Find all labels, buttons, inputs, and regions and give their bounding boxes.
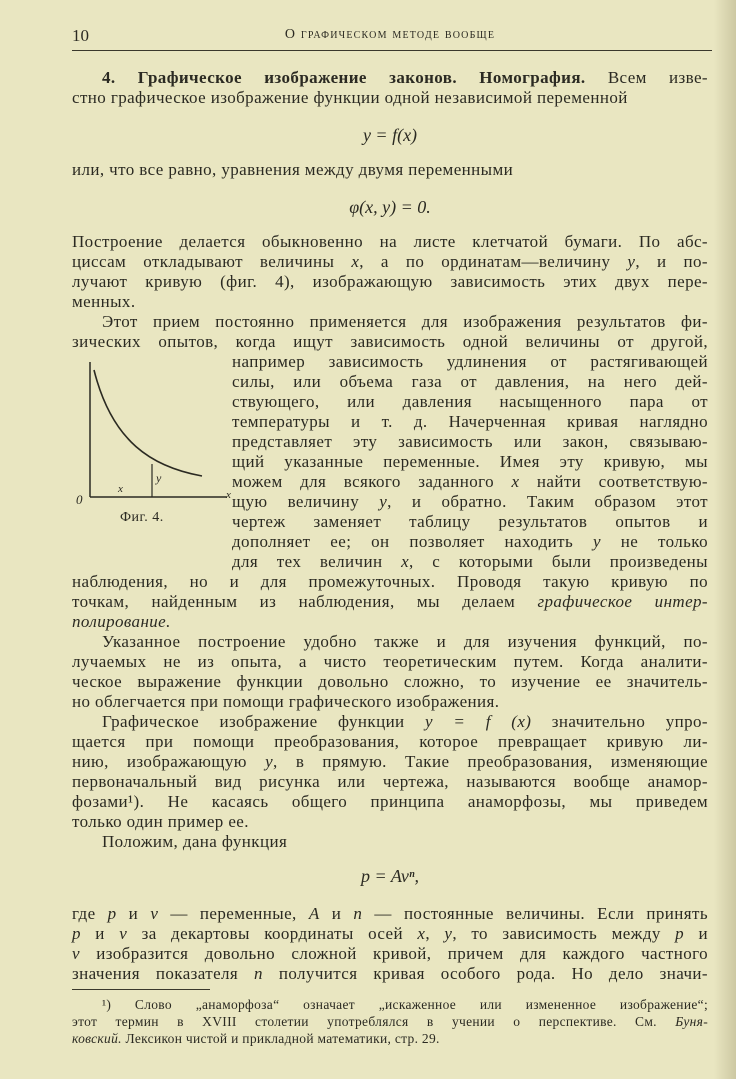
page-header (72, 26, 708, 48)
text-line (232, 432, 708, 452)
italic-text: y (627, 252, 636, 271)
text-line (232, 372, 708, 392)
text-segment: дополняет ее; он позволяет находить (232, 532, 593, 551)
text-segment: ствующего, или давления насыщенного пара от (232, 392, 708, 411)
text-line (72, 592, 708, 612)
text-line (72, 752, 708, 772)
text-line (232, 472, 708, 492)
text-segment: Положим, дана функция (102, 832, 288, 851)
text-segment: щается при помощи преобразования, которое превращает кривую ли- (72, 732, 708, 751)
text-line (232, 552, 708, 572)
text-segment: нию, изображающую (72, 752, 266, 771)
footnote-rule (72, 989, 210, 990)
text-segment: Этот прием постоянно применяется для изображения результатов фи- (102, 312, 708, 331)
italic-text: y (265, 752, 274, 771)
text-line (72, 232, 708, 252)
bold-heading-text: Графическое изображение законов. Номография. (137, 68, 586, 87)
text-line (232, 392, 708, 412)
origin-label: 0 (76, 492, 83, 507)
header-rule (72, 50, 712, 51)
curve-diagram (72, 352, 232, 512)
text-line (232, 412, 708, 432)
text-segment: , (425, 924, 445, 943)
text-line (72, 652, 708, 672)
text-segment: или, что все равно, уравнения между двумя переменными (72, 160, 514, 179)
figure-4 (72, 352, 232, 542)
x-axis-label: x (226, 489, 231, 501)
text-line (72, 252, 708, 272)
italic-text: v (119, 924, 128, 943)
text-segment: и (116, 904, 151, 923)
italic-text: v (150, 904, 159, 923)
text-segment: , с которыми были произведены (409, 552, 708, 571)
bold-heading-text: 4. (102, 68, 138, 87)
text-segment: Всем изве- (585, 68, 708, 87)
text-line (72, 672, 708, 692)
figure-caption: Фиг. 4. (120, 510, 164, 525)
italic-text: x (417, 924, 426, 943)
text-segment: , в прямую. Такие преобразования, изменяющие (273, 752, 709, 771)
italic-text: v (72, 944, 80, 963)
paragraph-experiments-wrap (232, 352, 708, 572)
page-edge-shadow (714, 0, 736, 1079)
text-line (72, 924, 708, 944)
text-line (232, 532, 708, 552)
text-segment: — переменные, (158, 904, 309, 923)
formula-phi: φ(x, y) = 0. (349, 197, 431, 217)
italic-text: n (254, 964, 263, 983)
text-line (72, 1013, 708, 1030)
italic-text: A (308, 904, 320, 923)
paragraph-experiments-bottom (72, 572, 708, 632)
text-segment: для тех величин (232, 552, 402, 571)
text-line (232, 352, 708, 372)
paragraph-experiments-top (72, 312, 708, 352)
italic-text: p (72, 924, 81, 943)
running-title: О графическом методе вообще (284, 27, 496, 42)
text-line (72, 88, 708, 108)
text-segment: найти соответствую- (519, 472, 708, 491)
paragraph-equation-intro (72, 160, 708, 180)
italic-text: x (351, 252, 360, 271)
text-segment: получится кривая особого рода. Но дело значи- (262, 964, 708, 983)
italic-text: полирование. (72, 612, 171, 631)
text-segment: изобразится довольно сложной кривой, причем для каждого частного (79, 944, 708, 963)
text-segment: где (72, 904, 108, 923)
text-line (232, 492, 708, 512)
text-segment: , а по ординатам—величину (359, 252, 628, 271)
text-segment: температуры и т. д. Начерченная кривая наглядно (232, 412, 708, 431)
text-line (72, 312, 708, 332)
italic-text: n (353, 904, 363, 923)
text-segment: и (684, 924, 708, 943)
text-segment: не только (600, 532, 708, 551)
italic-text: p (675, 924, 685, 943)
y-segment-label: y (156, 471, 162, 485)
text-line (72, 964, 708, 984)
formula-y-f-x: y = f(x) (362, 125, 418, 145)
page-number: 10 (72, 26, 89, 45)
text-segment: представляет эту зависимость или закон, связываю- (232, 432, 708, 451)
text-segment: стно графическое изображение функции одной независимой переменной (72, 88, 628, 107)
text-segment: за декартовы координаты осей (127, 924, 418, 943)
italic-text: y (379, 492, 388, 511)
text-line (72, 944, 708, 964)
text-segment: — постоянные величины. Если принять (362, 904, 709, 923)
x-segment-label: x (118, 483, 123, 495)
text-line (72, 732, 708, 752)
paragraph-section-4 (72, 68, 708, 108)
paragraph-construction (72, 232, 708, 312)
italic-text: Буня- (675, 1014, 708, 1029)
italic-text: x (511, 472, 520, 491)
text-line (72, 1030, 708, 1047)
text-line (72, 812, 708, 832)
text-line (72, 632, 708, 652)
italic-text: ковский. (72, 1031, 122, 1046)
text-segment: Лексикон чистой и прикладной математики, стр. 29. (121, 1031, 440, 1046)
text-segment: только один пример ее. (72, 812, 249, 831)
text-segment: лучаемых не из опыта, а чисто теоретическим путем. Когда аналити- (72, 652, 708, 671)
text-segment: и (319, 904, 354, 923)
text-segment: точкам, найденным из наблюдения, мы делаем (72, 592, 538, 611)
text-line (72, 572, 708, 592)
text-line (72, 904, 708, 924)
text-segment: наблюдения, но и для промежуточных. Проводя такую кривую по (72, 572, 708, 591)
text-segment: фозами¹). Не касаясь общего принципа анаморфозы, мы приведем (72, 792, 708, 811)
paragraph-theoretical (72, 632, 708, 712)
text-segment: щую величину (232, 492, 380, 511)
text-segment: менных. (72, 292, 136, 311)
text-segment: щий указанные переменные. Имея эту кривую, мы (232, 452, 708, 471)
italic-text: y = f (x) (425, 712, 532, 731)
text-line (72, 612, 708, 632)
italic-text: x (401, 552, 410, 571)
text-line (72, 272, 708, 292)
text-line (72, 772, 708, 792)
italic-text: графическое интер- (537, 592, 708, 611)
text-segment: циссам откладывают величины (72, 252, 352, 271)
text-segment: Построение делается обыкновенно на листе клетчатой бумаги. По абс- (72, 232, 708, 251)
text-line (72, 68, 708, 88)
text-line (72, 832, 708, 852)
text-segment: но облегчается при помощи графического изображения. (72, 692, 500, 711)
text-line (72, 160, 708, 180)
italic-text: p (107, 904, 117, 923)
paragraph-anamorphosis (72, 712, 708, 832)
text-line (232, 512, 708, 532)
text-segment: значительно упро- (531, 712, 708, 731)
text-line (72, 792, 708, 812)
italic-text: y (444, 924, 453, 943)
text-line (72, 712, 708, 732)
text-segment: , и по- (635, 252, 708, 271)
function-curve (94, 370, 202, 476)
text-segment: этот термин в XVIII столетии употреблялся в учении о перспективе. См. (72, 1014, 676, 1029)
formula-p-av-n: p = Avⁿ, (361, 866, 419, 886)
text-segment: значения показателя (72, 964, 255, 983)
text-segment: зических опытов, когда ищут зависимость одной величины от другой, (72, 332, 708, 351)
text-segment: например зависимость удлинения от растягивающей (232, 352, 708, 371)
paragraph-example-intro (72, 832, 708, 852)
text-line (72, 292, 708, 312)
text-segment: первоначальный вид рисунка или чертежа, называются вообще анамор- (72, 772, 708, 791)
text-segment: Указанное построение удобно также и для изучения функций, по- (102, 632, 708, 651)
italic-text: y (592, 532, 601, 551)
text-segment: , то зависимость между (452, 924, 676, 943)
text-segment: , и обратно. Таким образом этот (387, 492, 708, 511)
text-line (72, 692, 708, 712)
text-line (72, 332, 708, 352)
footnote (72, 996, 708, 1047)
text-segment: ¹) Слово „анаморфоза“ означает „искаженное или измененное изображение“; (102, 997, 708, 1012)
text-segment: лучают кривую (фиг. 4), изображающую зависимость этих двух пере- (72, 272, 708, 291)
text-segment: Графическое изображение функции (102, 712, 425, 731)
paragraph-variables (72, 904, 708, 984)
text-segment: чертеж заменяет таблицу результатов опытов и (232, 512, 708, 531)
text-segment: силы, или объема газа от давления, на него дей- (232, 372, 708, 391)
text-line (232, 452, 708, 472)
text-line (72, 996, 708, 1013)
text-segment: можем для всякого заданного (232, 472, 512, 491)
text-segment: ческое выражение функции довольно сложно, то изучение ее значитель- (72, 672, 708, 691)
text-segment: и (80, 924, 120, 943)
